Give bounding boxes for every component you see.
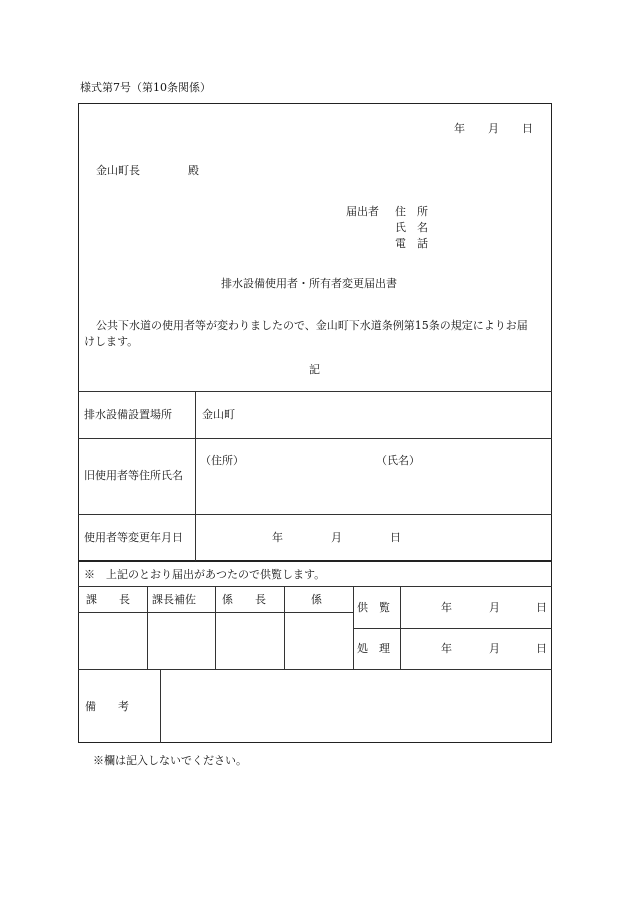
document-title: 排水設備使用者・所有者変更届出書: [221, 277, 397, 290]
change-date-month: 月: [331, 531, 342, 544]
remarks-label: 備 考: [85, 700, 129, 713]
date-year-label: 年: [454, 122, 465, 135]
applicant-address-label: 住 所: [395, 205, 428, 218]
office-col-2: [215, 586, 216, 669]
office-col-1: [147, 586, 148, 669]
office-divider-3: [353, 628, 552, 629]
notification-form: [78, 103, 552, 561]
form-number: 様式第7号（第10条関係）: [80, 81, 211, 94]
footer-note: ※欄は記入しないでください。: [93, 754, 247, 767]
applicant-name-label: 氏 名: [395, 221, 428, 234]
applicant-label: 届出者: [346, 205, 379, 218]
date-day-label: 日: [522, 122, 533, 135]
row-divider-1: [78, 391, 552, 392]
processing-month: 月: [489, 642, 500, 655]
header-staff: 係: [311, 593, 322, 606]
remarks-divider: [160, 669, 161, 743]
circulation-day: 日: [536, 601, 547, 614]
date-month-label: 月: [488, 122, 499, 135]
office-col-4: [353, 586, 354, 669]
row-divider-2: [78, 438, 552, 439]
change-date-year: 年: [272, 531, 283, 544]
body-text-line1: 公共下水道の使用者等が変わりましたので、金山町下水道条例第15条の規定によりお届: [96, 319, 528, 332]
header-section-chief: 課 長: [86, 593, 130, 606]
office-col-5: [400, 586, 401, 669]
applicant-phone-label: 電 話: [395, 237, 428, 250]
location-value: 金山町: [202, 408, 235, 421]
former-name-label: （氏名）: [376, 454, 420, 467]
column-divider: [195, 391, 196, 561]
office-col-3: [284, 586, 285, 669]
row-divider-3: [78, 514, 552, 515]
office-use-section: [78, 561, 552, 743]
header-assistant-chief: 課長補佐: [152, 593, 196, 606]
change-date-day: 日: [390, 531, 401, 544]
processing-label: 処 理: [357, 642, 390, 655]
processing-year: 年: [441, 642, 452, 655]
addressee-honorific: 殿: [188, 164, 199, 177]
header-subsection-chief: 係 長: [222, 593, 266, 606]
office-divider-4: [78, 669, 552, 670]
circulation-label: 供 覧: [357, 601, 390, 614]
change-date-label: 使用者等変更年月日: [84, 531, 183, 544]
processing-day: 日: [536, 642, 547, 655]
addressee-title: 金山町長: [96, 164, 140, 177]
ki-heading: 記: [309, 363, 320, 376]
former-user-label: 旧使用者等住所氏名: [84, 469, 183, 482]
office-note: ※ 上記のとおり届出があつたので供覧します。: [84, 568, 326, 581]
body-text-line2: けします。: [84, 335, 139, 348]
location-label: 排水設備設置場所: [84, 408, 172, 421]
circulation-month: 月: [489, 601, 500, 614]
circulation-year: 年: [441, 601, 452, 614]
office-divider-1: [78, 586, 552, 587]
former-address-label: （住所）: [200, 454, 244, 467]
